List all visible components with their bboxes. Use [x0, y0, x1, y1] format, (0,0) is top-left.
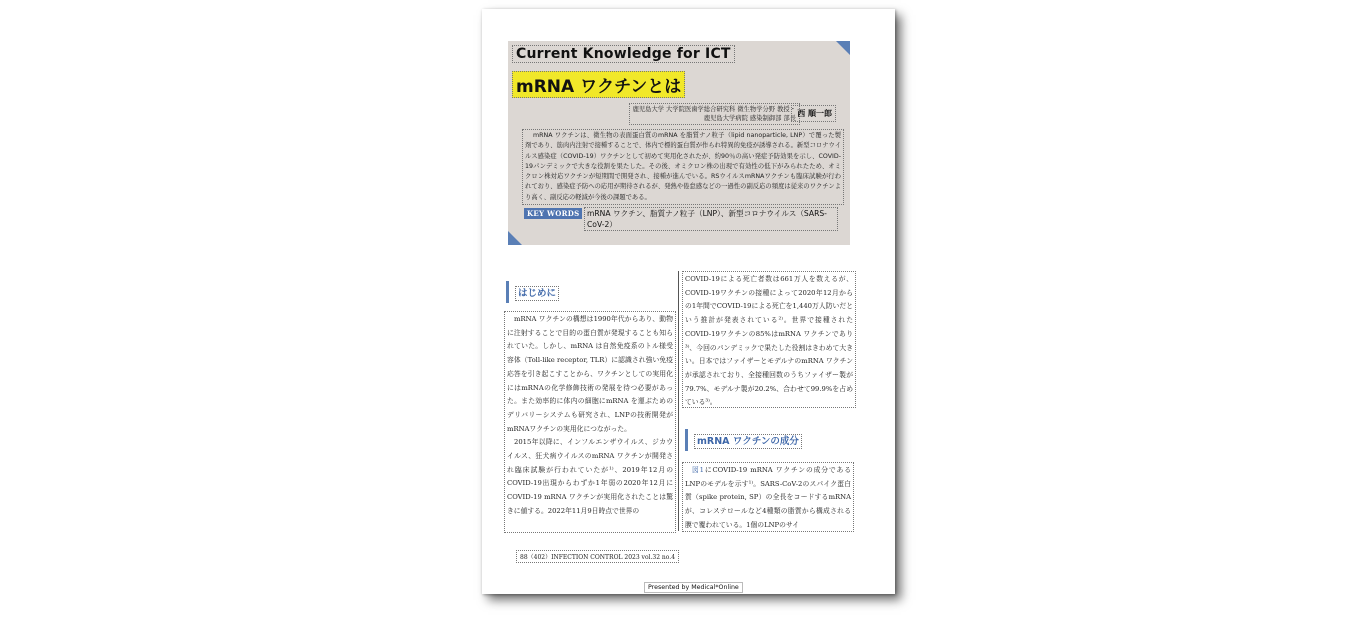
corner-decoration-top-right: [836, 41, 850, 55]
abstract: mRNA ワクチンは、微生物の表面蛋白質のmRNA を脂質ナノ粒子（lipid nanoparticle, LNP）で覆った製剤であり、筋肉内注射で接種することで、体内で標的蛋白質が作られ特異的免疫が誘導される。新型コロナウイルス感染症（COVID-19）ワクチンとして初めて実用化されたが、約90％の高い発症予防効果を示し、COVID-19パンデミックで大きな役割を果たした。その後、オミクロン株の出現で有効性の低下がみられたため、オミクロン株対応ワクチンが短期間で開発され、接種が進んでいる。RSウイルスmRNAワクチンも臨床試験が行われており、感染症予防への応用が期待されるが、発熱や倦怠感などの一過性の副反応の頻度は従来のワクチンより高く、副反応の軽減が今後の課題である。: [522, 129, 844, 205]
affiliation-line: 鹿児島大学病院 感染制御部 部長: [703, 115, 796, 122]
section-heading-intro-label: はじめに: [515, 286, 559, 301]
paragraph: COVID-19による死亡者数は661万人を数えるが、COVID-19ワクチンの接種によって2020年12月からの1年間でCOVID-19による死亡を1,440万人防いだという推計が発表されている²⁾。世界で接種されたCOVID-19ワクチンの85%はmRNA ワクチンであり³⁾、今回のパンデミックで果たした役割はきわめて大きい。日本ではファイザーとモデルナのmRNA ワクチンが承認されており、全接種回数のうちファイザー製が79.7%、モデルナ製が20.2%、合わせて99.9%を占めている³⁾。: [685, 275, 853, 407]
keywords-text: mRNA ワクチン、脂質ナノ粒子（LNP）、新型コロナウイルス（SARS-CoV-2）: [584, 207, 838, 231]
author-name: 西 順一郎: [791, 105, 836, 122]
page-footer: 88（402）INFECTION CONTROL 2023 vol.32 no.4: [516, 550, 679, 563]
figure-link[interactable]: 図1: [692, 466, 704, 474]
right-column-text-bottom: [682, 462, 854, 532]
paragraph: 2015年以降に、インフルエンザウイルス、ジカウイルス、狂犬病ウイルスのmRNA ワクチンが開発され臨床試験が行われていたが¹⁾、2019年12月のCOVID-19出現からわずか1年弱の2020年12月にCOVID-19 mRNA ワクチンが実用化されたことは驚きに値する。2022年11月9日時点で世界の: [507, 438, 673, 515]
paragraph: mRNA ワクチンの構想は1990年代からあり、動物に注射することで目的の蛋白質が発現することも知られていた。しかし、mRNA は自然免疫系のトル様受容体（Toll-like receptor, TLR）に認識され強い免疫応答を引き起こすことから、ワクチンとしての実用化にはmRNAの化学修飾技術の発展を待つ必要があった。また効率的に体内の細胞にmRNA を運ぶためのデリバリーシステムも研究され、LNPの技術開発がmRNAワクチンの実用化につながった。: [507, 315, 673, 433]
left-column-text: [504, 311, 676, 533]
affiliation-line: 鹿児島大学 大学院医歯学総合研究科 微生物学分野 教授・: [632, 106, 796, 113]
paragraph: [685, 464, 851, 533]
corner-decoration-bottom-left: [508, 231, 522, 245]
section-heading-intro: [506, 281, 563, 303]
document-page: [482, 9, 895, 594]
column-divider: [678, 271, 679, 531]
section-heading-components: [685, 429, 806, 451]
article-header: [508, 41, 850, 245]
series-title: Current Knowledge for ICT: [512, 45, 735, 63]
right-column-text-top: [682, 271, 856, 408]
section-heading-components-label: mRNA ワクチンの成分: [694, 434, 802, 449]
author-affiliation: [629, 103, 800, 125]
paragraph-text: にCOVID-19 mRNA ワクチンの成分であるLNPのモデルを示す¹⁾。SARS-CoV-2のスパイク蛋白質（spike protein, SP）の全長をコードするmRNA が、コレステロールなど4種類の脂質から構成される膜で覆われている。1個のLNPのサイ: [685, 466, 852, 529]
keywords-label: KEY WORDS: [524, 208, 582, 219]
article-title: mRNA ワクチンとは: [512, 71, 685, 98]
presented-by-badge[interactable]: Presented by Medical*Online: [644, 582, 743, 593]
